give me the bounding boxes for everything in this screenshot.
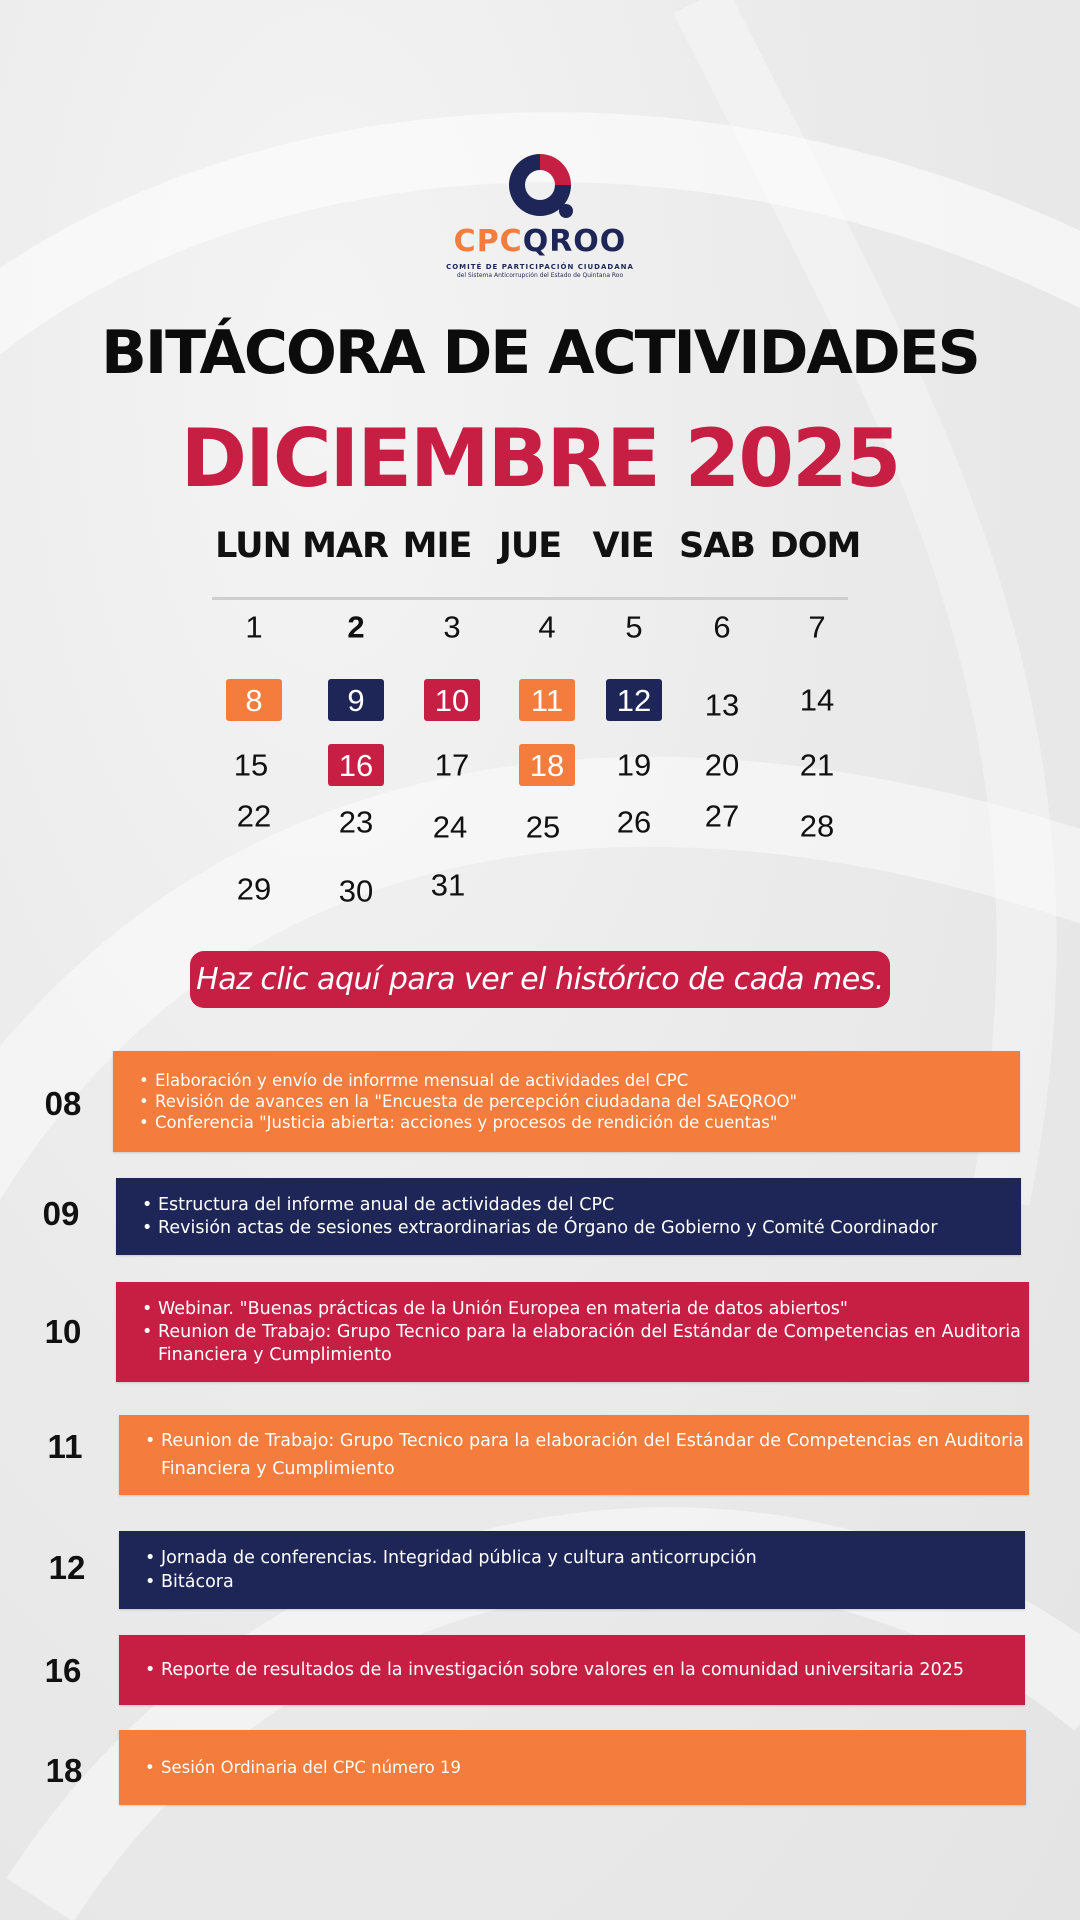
calendar-day-16[interactable]: 16 <box>328 744 384 786</box>
weekday-lun: LUN <box>215 526 291 566</box>
calendar-day-24: 24 <box>432 809 468 845</box>
calendar-day-29: 29 <box>236 871 272 907</box>
calendar-day-27: 27 <box>704 798 740 834</box>
weekday-sab: SAB <box>679 526 755 566</box>
activity-card-18 <box>119 1730 1026 1805</box>
weekday-dom: DOM <box>769 526 861 566</box>
activity-item: • Webinar. "Buenas prácticas de la Unión Europea en materia de datos abiertos" <box>142 1298 1029 1321</box>
weekday-jue: JUE <box>498 526 562 566</box>
activity-day-label: 18 <box>45 1752 83 1789</box>
calendar-day-11[interactable]: 11 <box>519 679 575 721</box>
calendar-day-1: 1 <box>245 609 263 645</box>
activity-day-label: 16 <box>44 1652 82 1689</box>
activity-item: • Jornada de conferencias. Integridad pública y cultura anticorrupción <box>145 1546 757 1570</box>
calendar-day-7: 7 <box>808 609 826 645</box>
activity-items <box>119 1658 964 1682</box>
activity-card-08 <box>113 1051 1020 1152</box>
activity-item: • Reporte de resultados de la investigación sobre valores en la comunidad universitaria 2025 <box>145 1658 964 1682</box>
weekday-mie: MIE <box>402 526 472 566</box>
calendar-day-15: 15 <box>233 747 269 783</box>
calendar-day-26: 26 <box>616 804 652 840</box>
calendar-day-4: 4 <box>538 609 556 645</box>
activity-item: • Sesión Ordinaria del CPC número 19 <box>145 1757 461 1779</box>
calendar-day-22: 22 <box>236 798 272 834</box>
calendar-day-10[interactable]: 10 <box>424 679 480 721</box>
activity-day-label: 08 <box>44 1085 82 1122</box>
calendar-day-23: 23 <box>338 804 374 840</box>
activity-items <box>113 1070 797 1133</box>
activity-day-label: 12 <box>48 1549 86 1586</box>
cpcqroo-logo <box>0 148 1080 279</box>
logo-wordmark-cpc: CPC <box>453 224 523 259</box>
calendar-day-28: 28 <box>799 808 835 844</box>
calendar-day-3: 3 <box>443 609 461 645</box>
activity-items <box>119 1427 1029 1483</box>
cpcqroo-emblem-icon <box>503 148 577 222</box>
logo-tagline-secondary: del Sistema Anticorrupción del Estado de Quintana Roo <box>456 272 624 279</box>
month-title: DICIEMBRE 2025 <box>180 412 900 505</box>
calendar-day-6: 6 <box>713 609 731 645</box>
history-link-button[interactable]: Haz clic aquí para ver el histórico de cada mes. <box>190 951 890 1008</box>
calendar-day-2: 2 <box>347 609 365 645</box>
calendar-day-13: 13 <box>704 687 740 723</box>
calendar-day-12[interactable]: 12 <box>606 679 662 721</box>
activity-item: • Reunion de Trabajo: Grupo Tecnico para la elaboración del Estándar de Competencias en Auditoria Financiera y Cumplimiento <box>145 1427 1029 1483</box>
activity-card-09 <box>116 1178 1021 1255</box>
activity-item: • Revisión actas de sesiones extraordinarias de Órgano de Gobierno y Comité Coordinador <box>142 1217 938 1240</box>
activity-day-label: 09 <box>42 1195 80 1232</box>
calendar-day-19: 19 <box>616 747 652 783</box>
calendar-divider <box>212 597 848 600</box>
activity-items <box>116 1298 1029 1367</box>
logo-tagline: COMITÉ DE PARTICIPACIÓN CIUDADANA <box>446 263 634 271</box>
calendar-day-5: 5 <box>625 609 643 645</box>
activity-day-label: 10 <box>44 1313 82 1350</box>
activity-items <box>119 1757 461 1779</box>
calendar-day-8[interactable]: 8 <box>226 679 282 721</box>
activity-item: • Revisión de avances en la "Encuesta de percepción ciudadana del SAEQROO" <box>139 1091 797 1112</box>
activity-item: • Elaboración y envío de inforrme mensual de actividades del CPC <box>139 1070 797 1091</box>
activity-item: • Estructura del informe anual de actividades del CPC <box>142 1194 938 1217</box>
activity-day-label: 11 <box>47 1428 83 1465</box>
activity-card-16 <box>119 1635 1025 1705</box>
activity-items <box>116 1194 938 1240</box>
calendar-day-25: 25 <box>525 809 561 845</box>
activity-item: • Conferencia "Justicia abierta: acciones y procesos de rendición de cuentas" <box>139 1112 797 1133</box>
logo-wordmark-qroo: QROO <box>522 224 627 259</box>
calendar-day-9[interactable]: 9 <box>328 679 384 721</box>
calendar-day-18[interactable]: 18 <box>519 744 575 786</box>
activity-item: • Bitácora <box>145 1570 757 1594</box>
weekday-vie: VIE <box>592 526 654 566</box>
page-title: BITÁCORA DE ACTIVIDADES <box>101 318 979 388</box>
activity-card-11 <box>119 1415 1029 1495</box>
activity-items <box>119 1546 757 1594</box>
activity-item: • Reunion de Trabajo: Grupo Tecnico para la elaboración del Estándar de Competencias en Auditoria Financiera y Cumplimiento <box>142 1321 1029 1367</box>
calendar-day-30: 30 <box>338 873 374 909</box>
activity-card-12 <box>119 1531 1025 1609</box>
calendar-day-21: 21 <box>799 747 835 783</box>
calendar-day-20: 20 <box>704 747 740 783</box>
activity-card-10 <box>116 1282 1029 1382</box>
calendar-day-31: 31 <box>430 867 466 903</box>
calendar-day-17: 17 <box>434 747 470 783</box>
calendar-day-14: 14 <box>799 682 835 718</box>
weekday-mar: MAR <box>302 526 388 566</box>
logo-wordmark <box>0 224 1080 259</box>
